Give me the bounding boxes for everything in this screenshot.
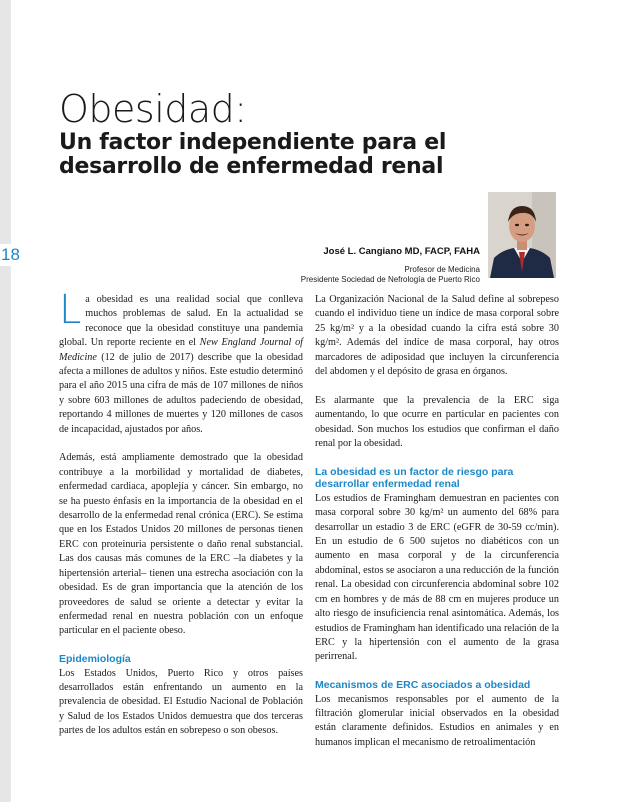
column-right (315, 293, 559, 750)
intro-text-a: a obesidad es una realidad social que conlleva muchos problemas de salud. En la actualidad se reconoce que la obesidad constituye una pandemia global. Un reporte reciente en el (59, 294, 303, 349)
author-name: José L. Cangiano MD, FACP, FAHA (323, 246, 480, 257)
journal-name: New England Journal of Medicine (59, 337, 303, 363)
author-portrait-graphic (488, 192, 556, 278)
article-subtitle: Un factor independiente para el desarrollo de enfermedad renal (59, 130, 447, 179)
paragraph-2: Además, está ampliamente demostrado que la obesidad contribuye a la morbilidad y mortalidad de diabetes, enfermedad cardiaca, apoplejía y cáncer. Sin embargo, no se ha puesto énfasis en la importancia de la obesidad en el desarrollo de la enfermedad renal crónica (ERC). Se estima que en los Estados Unidos 20 millones de personas tienen ERC con proteinuria persistente o daño renal substancial. Las dos causas más comunes de la ERC –la diabetes y la hipertensión arterial– tienen una estrecha asociación con la obesidad. Es de gran importancia que la atención de los proveedores de salud se oriente a detectar y evitar la enfermedad renal en nuestra población con un enfoque particular en el paciente obeso. (59, 452, 303, 637)
page-number: 18 (1, 245, 20, 264)
author-role-2: Presidente Sociedad de Nefrología de Puerto Rico (300, 275, 480, 284)
author-photo (488, 192, 556, 278)
paragraph-4: La Organización Nacional de la Salud define al sobrepeso cuando el individuo tiene un índice de masa corporal sobre 25 kg/m² y a la obesidad cuando la cifra está sobre 30 kg/m². Además del índice de masa corporal, hay otros marcadores de adiposidad que incluyen la circunferencia del abdomen y el depósito de grasa en órganos. (315, 294, 559, 378)
dropcap: L (59, 287, 82, 333)
article-title: Obesidad: (59, 87, 247, 131)
paragraph-5: Es alarmante que la prevalencia de la ERC siga aumentando, lo que ocurre en particular en pacientes con obesidad. Son muchos los estudios que confirman el daño renal por la obesidad. (315, 394, 559, 450)
heading-riesgo: La obesidad es un factor de riesgo para desarrollar enfermedad renal (315, 465, 514, 491)
column-left (59, 287, 303, 739)
heading-mecanismos: Mecanismos de ERC asociados a obesidad (315, 679, 531, 692)
paragraph-6: Los estudios de Framingham demuestran en pacientes con masa corporal sobre 30 kg/m² un aumento del 68% para desarrollar un estadio 3 de ERC (eGFR de 30-59 cc/min). En un estudio de 6 500 sujetos no diabéticos con un aumento en masa corporal y de la circunferencia abdominal, estos se asociaron a una reducción de la función renal. La obesidad con circunferencia abdominal sobre 102 cm en hombres y de más de 88 cm en mujeres produce un alto riesgo de insuficiencia renal asintomática. Además, los estudios de Framingham han identificado una relación de la ERC y la hipertensión con el aumento de la grasa perirrenal. (315, 492, 559, 663)
paragraph-7: Los mecanismos responsables por el aumento de la filtración glomerular inicial observados en la obesidad están claramente definidos. Estudios en animales y en humanos implican el mecanismo de retroalimentación (315, 693, 559, 748)
side-band (0, 0, 11, 802)
author-block (250, 246, 480, 285)
intro-text-b: (12 de julio de 2017) describe que la obesidad afecta a millones de adultos y niños. Este estudio determinó para el año 2015 una cifra de más de 107 millones de niños y sobre 603 millones de adultos padeciendo de obesidad, reportando 4 millones de muertes y 120 millones de casos de incapacidad, ajustados por años. (59, 351, 303, 435)
author-role-1: Profesor de Medicina (404, 265, 480, 274)
paragraph-intro (59, 287, 303, 437)
paragraph-3: Los Estados Unidos, Puerto Rico y otros países desarrollados están enfrentando un aumento en la prevalencia de obesidad. El Estudio Nacional de Población y Salud de los Estados Unidos demuestra que dos terceras partes de los adultos están en sobrepeso o son obesos. (59, 667, 303, 737)
heading-epidemiologia: Epidemiología (59, 653, 131, 666)
